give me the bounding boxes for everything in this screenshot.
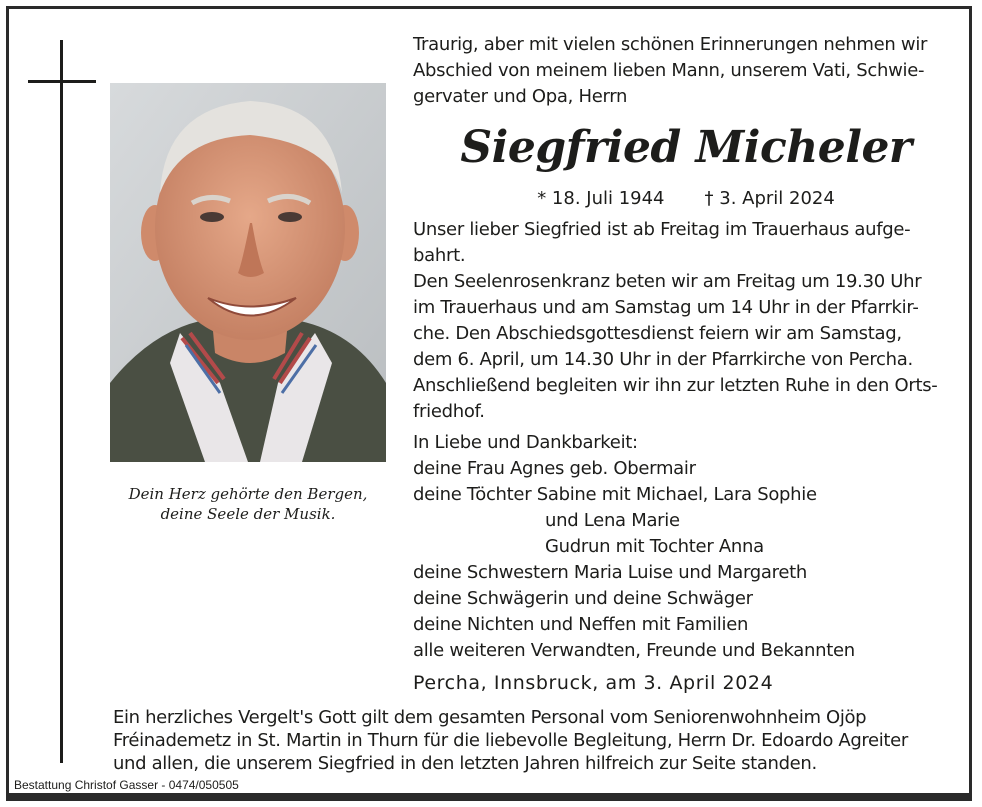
mourners-line: deine Frau Agnes geb. Obermair — [413, 458, 696, 479]
bottom-border-bar — [6, 793, 972, 801]
deceased-name: Siegfried Micheler — [460, 122, 912, 173]
intro-line: Traurig, aber mit vielen schönen Erinnerungen nehmen wir — [413, 34, 928, 55]
thanks-line: Ein herzliches Vergelt's Gott gilt dem gesamten Personal vom Seniorenwohnheim Ojöp — [113, 707, 867, 728]
mourners-line: und Lena Marie — [545, 510, 680, 531]
thanks-line: und allen, die unserem Siegfried in den letzten Jahren hilfreich zur Seite standen. — [113, 753, 817, 774]
death-date: † 3. April 2024 — [704, 188, 835, 209]
mourners-line: alle weiteren Verwandten, Freunde und Bekannten — [413, 640, 855, 661]
mourners-line: deine Nichten und Neffen mit Familien — [413, 614, 749, 635]
announcement-line: che. Den Abschiedsgottesdienst feiern wir am Samstag, — [413, 323, 902, 344]
thanks-text — [113, 706, 908, 775]
announcement-line: friedhof. — [413, 401, 485, 422]
caption-line: Dein Herz gehörte den Bergen, — [128, 485, 368, 503]
announcement-line: Anschließend begleiten wir ihn zur letzten Ruhe in den Orts- — [413, 375, 938, 396]
announcement-text — [413, 217, 938, 425]
mourners-line: deine Töchter Sabine mit Michael, Lara Sophie — [413, 484, 817, 505]
life-dates — [413, 186, 959, 212]
intro-text — [413, 32, 927, 110]
announcement-line: bahrt. — [413, 245, 466, 266]
birth-date: * 18. Juli 1944 — [537, 188, 665, 209]
mourners-list — [413, 430, 855, 664]
funeral-home-footer: Bestattung Christof Gasser - 0474/050505 — [14, 778, 239, 792]
announcement-line: Den Seelenrosenkranz beten wir am Freitag um 19.30 Uhr — [413, 271, 922, 292]
portrait-caption — [110, 484, 386, 524]
mourners-line: Gudrun mit Tochter Anna — [545, 536, 764, 557]
intro-line: Abschied von meinem lieben Mann, unserem Vati, Schwie- — [413, 60, 925, 81]
portrait-photo — [110, 83, 386, 462]
mourners-line: deine Schwestern Maria Luise und Margareth — [413, 562, 807, 583]
announcement-line: dem 6. April, um 14.30 Uhr in der Pfarrkirche von Percha. — [413, 349, 913, 370]
caption-line: deine Seele der Musik. — [160, 505, 336, 523]
announcement-line: im Trauerhaus und am Samstag um 14 Uhr in der Pfarrkir- — [413, 297, 919, 318]
cross-icon — [60, 40, 63, 763]
cross-icon-bar — [28, 80, 96, 83]
place-and-date: Percha, Innsbruck, am 3. April 2024 — [413, 672, 774, 694]
mourners-line: In Liebe und Dankbarkeit: — [413, 432, 638, 453]
intro-line: gervater und Opa, Herrn — [413, 86, 628, 107]
mourners-line: deine Schwägerin und deine Schwäger — [413, 588, 753, 609]
thanks-line: Fréinademetz in St. Martin in Thurn für die liebevolle Begleitung, Herrn Dr. Edoardo Agreiter — [113, 730, 908, 751]
announcement-line: Unser lieber Siegfried ist ab Freitag im Trauerhaus aufge- — [413, 219, 911, 240]
